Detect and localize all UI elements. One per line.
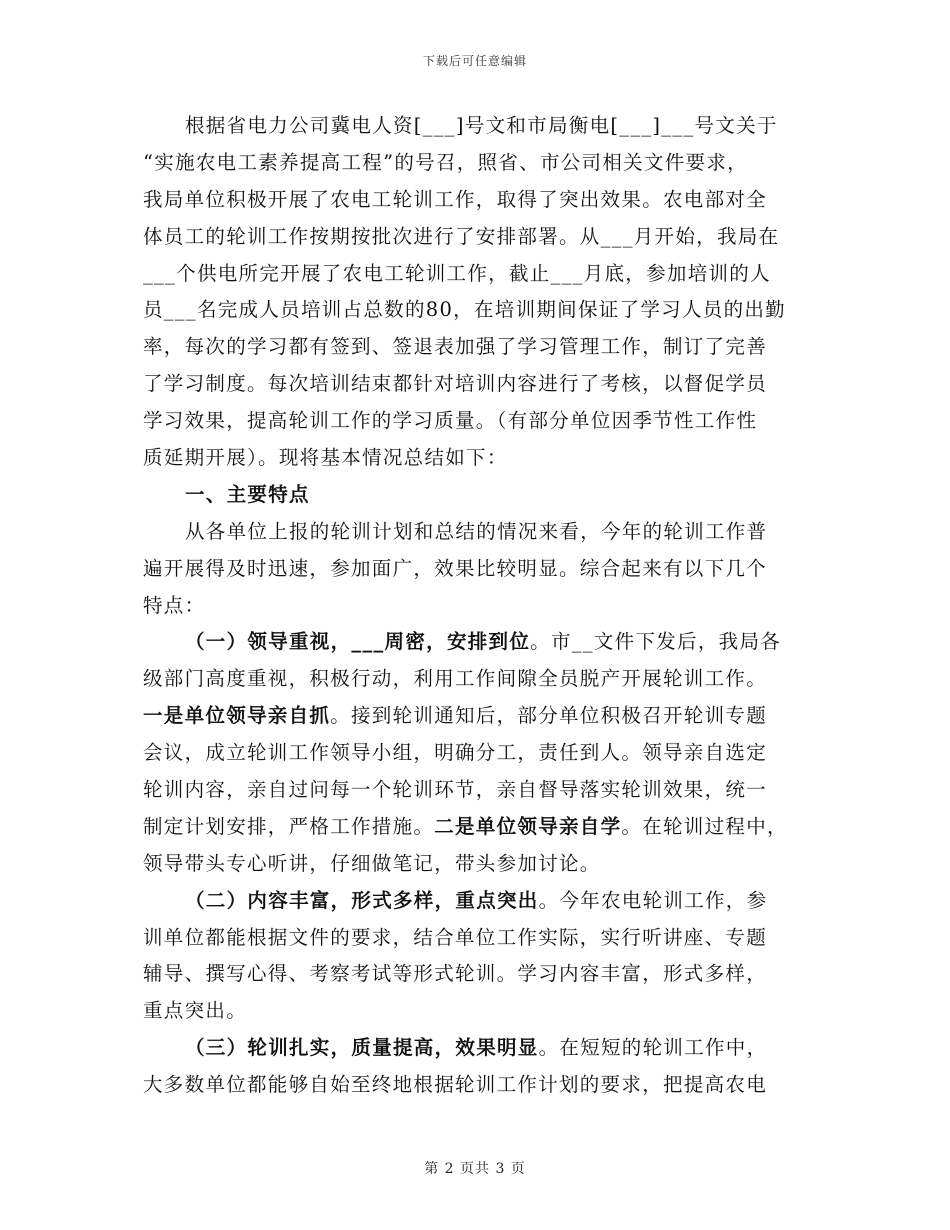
paragraph-line: 级部门高度重视，积极行动，利用工作间隙全员脱产开展轮训工作。 [143,667,768,691]
paragraph-line: 体员工的轮训工作按期按批次进行了安排部署。从___月开始，我局在 [143,224,780,248]
point-text: 制定计划安排，严格工作措施。 [143,814,435,838]
paragraph-line: ___个供电所完开展了农电工轮训工作，截止___月底，参加培训的人 [143,261,771,285]
point-title: （二）内容丰富，形式多样，重点突出 [185,888,539,912]
paragraph-line: 领导带头专心听讲，仔细做笔记，带头参加讨论。 [143,851,601,875]
paragraph-line: 从各单位上报的轮训计划和总结的情况来看，今年的轮训工作普 [185,519,768,543]
point-text: 。在轮训过程中， [621,814,788,838]
paragraph-line: 遍开展得及时迅速，参加面广，效果比较明显。综合起来有以下几个 [143,556,768,580]
point-line [143,1030,811,1067]
paragraph-line: 率，每次的学习都有签到、签退表加强了学习管理工作，制订了完善 [143,335,768,359]
paragraph-line: 我局单位积极开展了农电工轮训工作，取得了突出效果。农电部对全 [143,187,768,211]
page-header: 下载后可任意编辑 [422,54,527,68]
paragraph-line: 大多数单位都能够自始至终地根据轮训工作计划的要求，把提高农电 [143,1073,768,1097]
point-text: 。接到轮训通知后，部分单位积极召开轮训专题 [330,704,768,728]
sub-point-title: 一是单位领导亲自抓 [143,704,331,728]
paragraph-line: 会议，成立轮训工作领导小组，明确分工，责任到人。领导亲自选定 [143,741,768,765]
paragraph-line: “实施农电工素养提高工程”的号召，照省、市公司相关文件要求， [143,150,748,174]
paragraph-line: 特点： [143,593,206,617]
point-text: 。在短短的轮训工作中， [538,1036,768,1060]
point-line [143,883,811,920]
point-line [143,809,811,846]
section-heading: 一、主要特点 [185,482,310,506]
point-line [143,698,811,735]
paragraph-line: 了学习制度。每次培训结束都针对培训内容进行了考核，以督促学员 [143,372,768,396]
point-text: 。今年农电轮训工作，参 [538,888,768,912]
paragraph-line: 员___名完成人员培训占总数的80，在培训期间保证了学习人员的出勤 [143,298,786,322]
paragraph-line: 重点突出。 [143,999,248,1023]
point-text: 。市__文件下发后，我局各 [530,630,782,654]
page-footer: 第 2 页共 3 页 [424,1161,526,1177]
sub-point-title: 二是单位领导亲自学 [434,814,622,838]
document-body [143,108,811,1104]
paragraph-line: 学习效果，提高轮训工作的学习质量。（有部分单位因季节性工作性 [143,409,758,433]
point-title: （三）轮训扎实，质量提高，效果明显 [185,1036,539,1060]
paragraph-line: 质延期开展）。现将基本情况总结如下： [143,446,508,470]
paragraph-line: 轮训内容，亲自过问每一个轮训环节，亲自督导落实轮训效果，统一 [143,778,768,802]
point-line [143,624,811,661]
paragraph-line: 训单位都能根据文件的要求，结合单位工作实际，实行听讲座、专题 [143,925,768,949]
paragraph-line: 辅导、撰写心得、考察考试等形式轮训。学习内容丰富，形式多样， [143,962,768,986]
paragraph-line: 根据省电力公司冀电人资[___]号文和市局衡电[___]___号文关于 [185,114,778,137]
point-title: （一）领导重视，___周密，安排到位 [185,630,531,654]
